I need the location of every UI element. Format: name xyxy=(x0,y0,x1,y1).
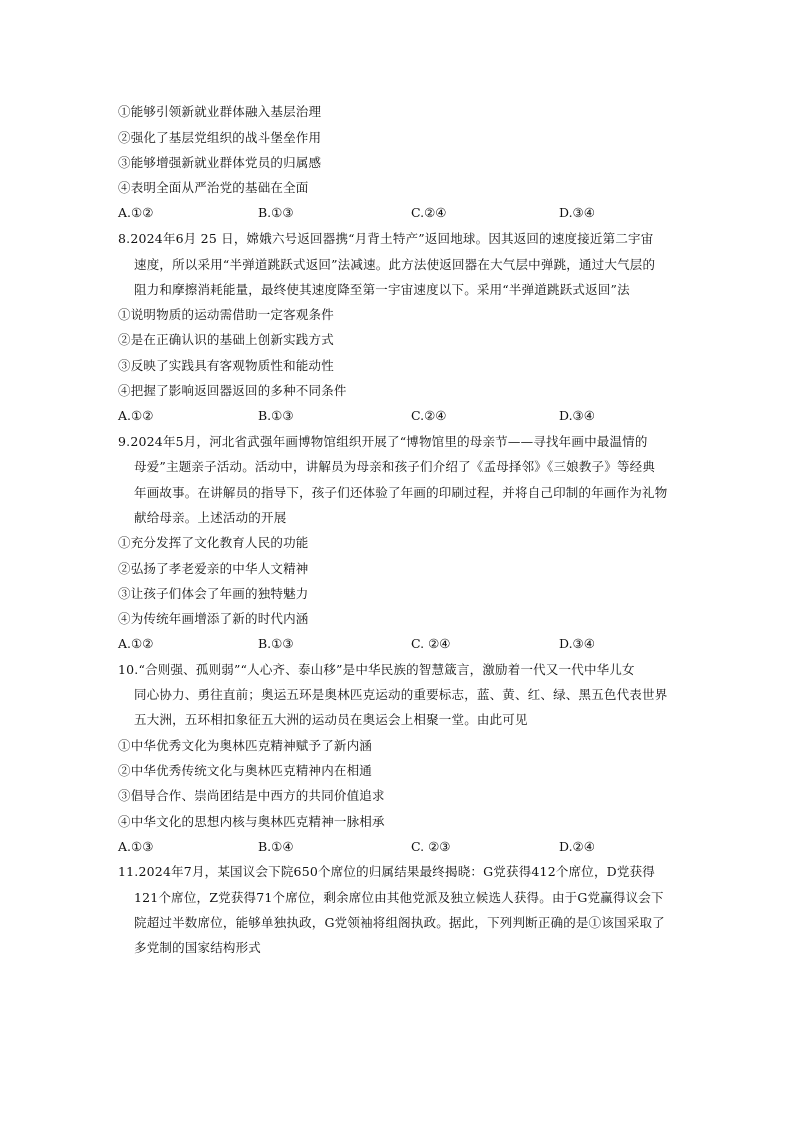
q11-stem-line-1: 11.2024年7月，某国议会下院650个席位的归属结果最终揭晓：G党获得412个席位，D党获得 xyxy=(118,864,655,879)
q8-option-b[interactable]: B.①③ xyxy=(258,408,294,423)
q9-stem-line-4: 献给母亲。上述活动的开展 xyxy=(134,510,287,525)
q8-option-d[interactable]: D.③④ xyxy=(559,408,595,423)
q10-item-2: ②中华优秀传统文化与奥林匹克精神内在相通 xyxy=(118,763,373,778)
q8-option-c[interactable]: C.②④ xyxy=(411,408,447,423)
q9-option-a[interactable]: A.①② xyxy=(118,636,154,651)
q7-option-c[interactable]: C.②④ xyxy=(411,205,447,220)
q10-item-4: ④中华文化的思想内核与奥林匹克精神一脉相承 xyxy=(118,814,385,829)
q9-option-b[interactable]: B.①③ xyxy=(258,636,294,651)
q7-option-d[interactable]: D.③④ xyxy=(559,205,595,220)
q9-option-d[interactable]: D.③④ xyxy=(559,636,595,651)
q10-option-a[interactable]: A.①③ xyxy=(118,839,154,854)
q10-option-c[interactable]: C. ②③ xyxy=(411,839,451,854)
q10-stem-line-2: 同心协力、勇往直前；奥运五环是奥林匹克运动的重要标志，蓝、黄、红、绿、黑五色代表世界 xyxy=(134,687,668,702)
q7-item-2: ②强化了基层党组织的战斗堡垒作用 xyxy=(118,130,322,145)
q9-stem-line-1: 9.2024年5月，河北省武强年画博物馆组织开展了“博物馆里的母亲节——寻找年画中最温情的 xyxy=(118,434,648,449)
q9-item-1: ①充分发挥了文化教育人民的功能 xyxy=(118,535,309,550)
q9-stem-line-2: 母爱”主题亲子活动。活动中，讲解员为母亲和孩子们介绍了《孟母择邻》《三娘教子》等经典 xyxy=(134,459,656,474)
q11-stem-line-4: 多党制的国家结构形式 xyxy=(134,940,262,955)
q10-stem-line-1: 10.“合则强、孤则弱”“人心齐、泰山移”是中华民族的智慧箴言，激励着一代又一代中华儿女 xyxy=(118,662,635,677)
q10-item-1: ①中华优秀文化为奥林匹克精神赋予了新内涵 xyxy=(118,738,373,753)
q10-stem-line-3: 五大洲，五环相扣象征五大洲的运动员在奥运会上相聚一堂。由此可见 xyxy=(134,712,528,727)
q8-item-4: ④把握了影响返回器返回的多种不同条件 xyxy=(118,383,347,398)
q11-stem-line-3: 院超过半数席位，能够单独执政，G党领袖将组阁执政。据此，下列判断正确的是①该国采取了 xyxy=(134,915,665,930)
q8-stem-line-1: 8.2024年6月 25 日，嫦娥六号返回器携“月背土特产”返回地球。因其返回的速度接近第二宇宙 xyxy=(118,231,654,246)
q7-option-b[interactable]: B.①③ xyxy=(258,205,294,220)
q8-item-3: ③反映了实践具有客观物质性和能动性 xyxy=(118,358,334,373)
q9-option-c[interactable]: C. ②④ xyxy=(411,636,451,651)
q10-item-3: ③倡导合作、崇尚团结是中西方的共同价值追求 xyxy=(118,788,385,803)
q7-item-1: ①能够引领新就业群体融入基层治理 xyxy=(118,104,322,119)
q7-option-a[interactable]: A.①② xyxy=(118,205,154,220)
q9-item-4: ④为传统年画增添了新的时代内涵 xyxy=(118,611,309,626)
q7-item-4: ④表明全面从严治党的基础在全面 xyxy=(118,180,309,195)
q8-stem-line-3: 阻力和摩擦消耗能量，最终使其速度降至第一宇宙速度以下。采用“半弹道跳跃式返回”法 xyxy=(134,282,630,297)
q8-item-2: ②是在正确认识的基础上创新实践方式 xyxy=(118,332,334,347)
q10-option-b[interactable]: B.①④ xyxy=(258,839,294,854)
q9-stem-line-3: 年画故事。在讲解员的指导下，孩子们还体验了年画的印刷过程，并将自己印制的年画作为礼物 xyxy=(134,485,668,500)
q8-item-1: ①说明物质的运动需借助一定客观条件 xyxy=(118,307,334,322)
q7-item-3: ③能够增强新就业群体党员的归属感 xyxy=(118,155,322,170)
q8-option-a[interactable]: A.①② xyxy=(118,408,154,423)
q9-item-2: ②弘扬了孝老爱亲的中华人文精神 xyxy=(118,561,309,576)
q8-stem-line-2: 速度，所以采用“半弹道跳跃式返回”法减速。此方法使返回器在大气层中弹跳，通过大气层的 xyxy=(134,257,656,272)
q10-option-d[interactable]: D.②④ xyxy=(559,839,595,854)
q11-stem-line-2: 121个席位，Z党获得71个席位，剩余席位由其他党派及独立候选人获得。由于G党赢得议会下 xyxy=(134,890,664,905)
q9-item-3: ③让孩子们体会了年画的独特魅力 xyxy=(118,586,309,601)
